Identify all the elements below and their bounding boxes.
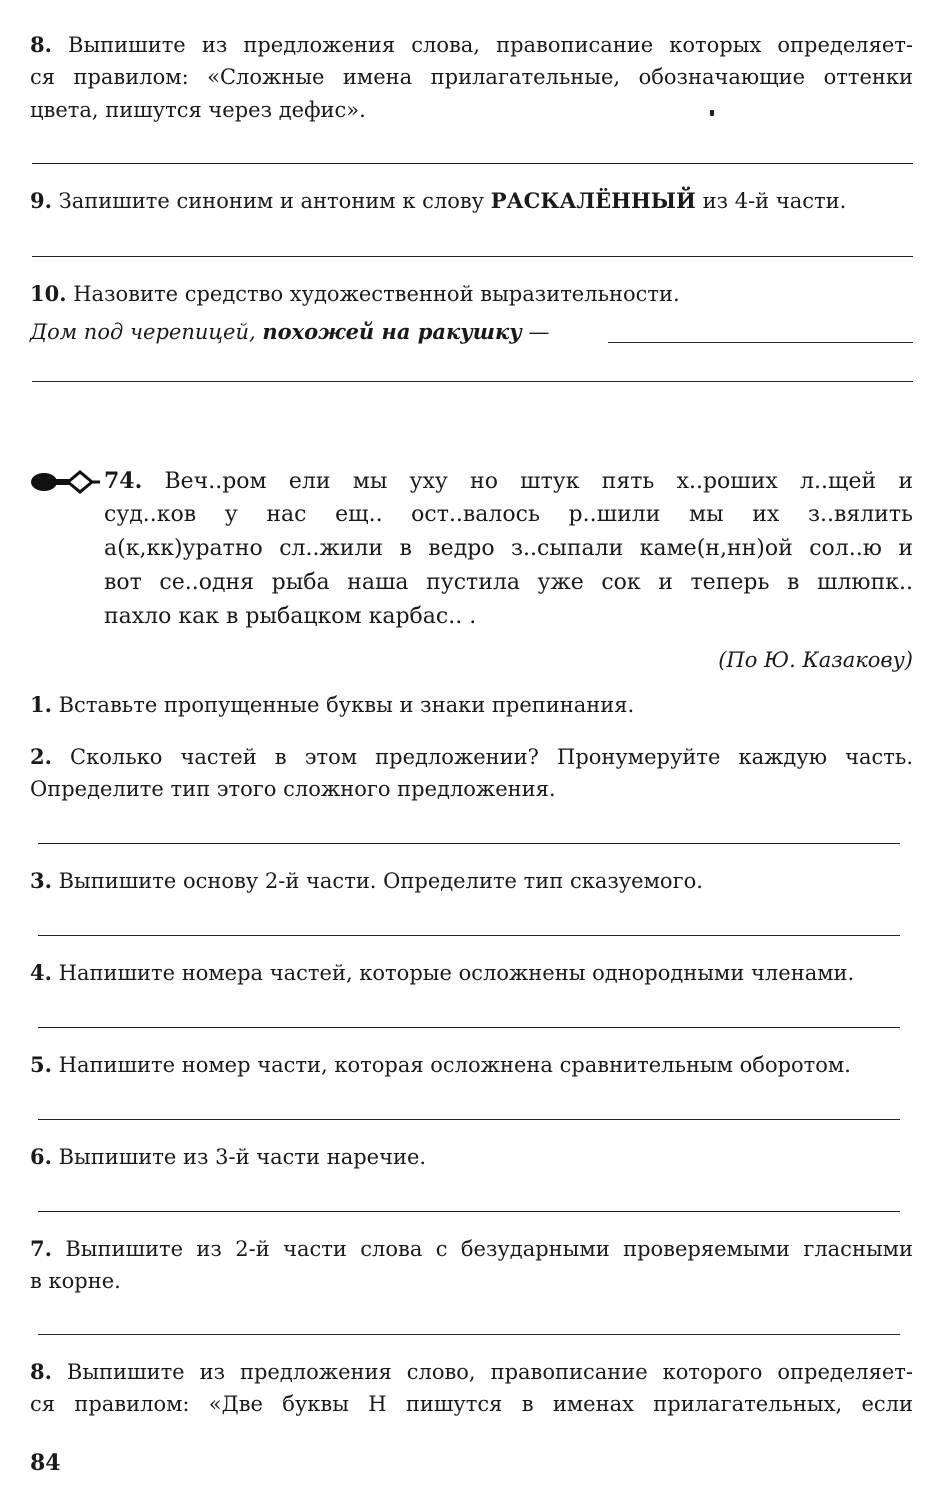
task-7: 7. Выпишите из 2-й части слова с безударными проверяемыми гласными в корне.: [30, 1236, 913, 1293]
answer-line: [38, 1027, 900, 1028]
answer-line: [38, 843, 900, 844]
task-2: 2. Сколько частей в этом предложении? Пронумеруйте каждую часть. Определите тип этого сложного предложения.: [30, 744, 913, 801]
question-9: 9. Запишите синоним и антоним к слову РАСКАЛЁННЫЙ из 4-й части.: [30, 188, 847, 213]
page-number: 84: [30, 1450, 61, 1476]
question-8-top: 8. Выпишите из предложения слова, правописание которых определяет- ся правилом: «Сложные имена прилагательные, обозначающие оттенки цвета, пишутся через дефис».: [30, 32, 913, 122]
task-1: 1. Вставьте пропущенные буквы и знаки препинания.: [30, 692, 635, 717]
print-speck: [710, 110, 714, 116]
exercise-source: (По Ю. Казакову): [718, 648, 913, 672]
figure-of-speech-line: Дом под черепицей, похожей на ракушку —: [30, 319, 550, 344]
answer-line: [32, 256, 913, 257]
answer-line: [38, 1119, 900, 1120]
task-8: 8. Выпишите из предложения слово, правописание которого определяет- ся правилом: «Две буквы Н пишутся в именах прилагательных, если: [30, 1359, 913, 1416]
answer-line: [32, 163, 913, 164]
answer-line: [38, 1334, 900, 1335]
answer-line: [32, 381, 913, 382]
task-6: 6. Выпишите из 3-й части наречие.: [30, 1144, 427, 1169]
task-3: 3. Выпишите основу 2-й части. Определите тип сказуемого.: [30, 868, 703, 893]
exercise-74-text: 74. Веч..ром ели мы уху но штук пять х..роших л..щей и суд..ков у нас ещ.. ост..валось р..шили мы их з..вялить а(к,кк)уратно сл..жили в ведро з..сыпали каме(н,нн)ой сол..ю и вот се..одня рыба наша пустила уже сок и теперь в шлюпк.. пахло как в рыбацком карбас.. .: [104, 468, 913, 629]
answer-line: [38, 1211, 900, 1212]
question-10: 10. Назовите средство художественной выразительности.: [30, 281, 680, 306]
answer-line: [608, 342, 913, 343]
answer-line: [38, 935, 900, 936]
task-5: 5. Напишите номер части, которая осложнена сравнительным оборотом.: [30, 1052, 851, 1077]
task-4: 4. Напишите номера частей, которые осложнены однородными членами.: [30, 960, 855, 985]
exercise-marker-icon: [30, 470, 100, 494]
